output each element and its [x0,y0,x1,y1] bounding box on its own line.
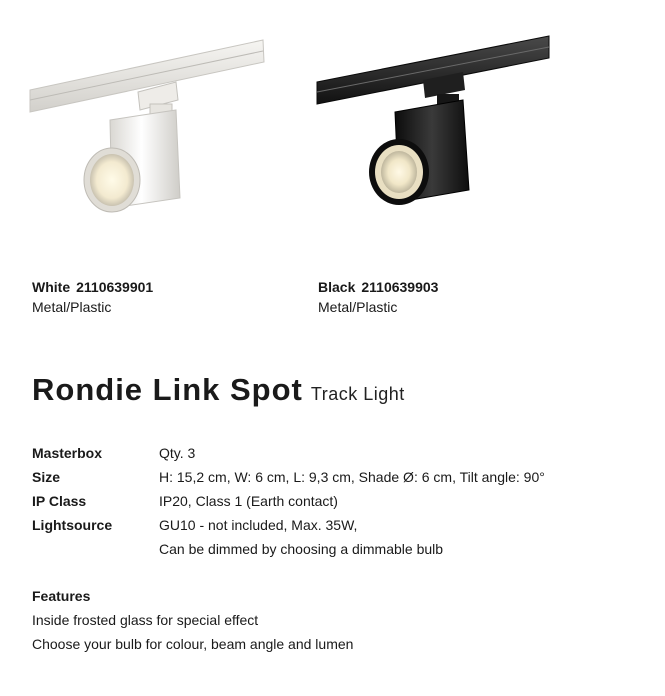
spec-row-ip-class [32,489,545,513]
product-image-white [28,20,268,270]
variant-material: Metal/Plastic [32,299,112,315]
spec-value: IP20, Class 1 (Earth contact) [159,493,338,509]
features-section [32,584,353,656]
spec-label: Masterbox [32,445,103,461]
product-heading [32,372,405,408]
product-image-black [313,20,553,270]
spec-label: Lightsource [32,517,113,533]
spec-row-size [32,465,545,489]
spec-value: Can be dimmed by choosing a dimmable bulb [159,541,444,557]
features-heading: Features [32,588,91,604]
variant-material: Metal/Plastic [318,299,398,315]
spec-value: Qty. 3 [159,445,196,461]
variant-black [318,277,438,317]
spec-row-masterbox [32,441,545,465]
product-subtitle: Track Light [310,384,405,404]
variant-code: 2110639903 [361,279,439,295]
spec-value: H: 15,2 cm, W: 6 cm, L: 9,3 cm, Shade Ø: 6 cm, Tilt angle: 90° [159,469,545,485]
variant-name: Black [318,279,356,295]
feature-item: Choose your bulb for colour, beam angle and lumen [32,636,354,652]
variant-white [32,277,153,317]
spec-label: IP Class [32,493,87,509]
variant-code: 2110639901 [76,279,154,295]
spec-label: Size [32,469,61,485]
spec-row-lightsource [32,513,545,561]
spec-value: GU10 - not included, Max. 35W, [159,517,358,533]
feature-item: Inside frosted glass for special effect [32,612,259,628]
variant-name: White [32,279,71,295]
product-title: Rondie Link Spot [32,372,303,407]
spec-table [32,441,545,561]
